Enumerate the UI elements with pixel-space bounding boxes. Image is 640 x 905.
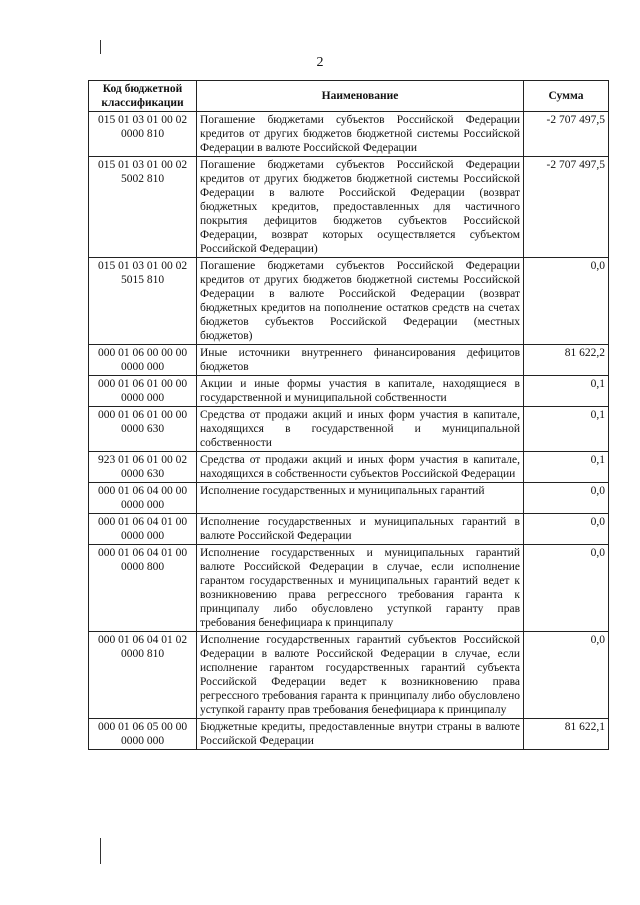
header-sum: Сумма [524,81,609,112]
table-row [89,632,609,719]
name-cell: Бюджетные кредиты, предоставленные внутри страны в валюте Российской Федерации [197,719,524,750]
sum-cell: 0,0 [524,632,609,719]
name-cell: Исполнение государственных и муниципальных гарантий валюте Российской Федерации в случае, если исполнение гарантом государственных и муниципальных гарантий ведет к возникновению права регрессного требования гаранта к принципалу либо обусловлено уступкой гаранту прав требования бенефициара к принципалу [197,545,524,632]
table-row [89,157,609,258]
sum-cell: 0,1 [524,407,609,452]
code-cell: 000 01 06 04 01 00 0000 800 [89,545,197,632]
table-row [89,376,609,407]
code-cell: 000 01 06 04 00 00 0000 000 [89,483,197,514]
code-cell: 000 01 06 05 00 00 0000 000 [89,719,197,750]
name-cell: Исполнение государственных и муниципальных гарантий в валюте Российской Федерации [197,514,524,545]
sum-cell: 0,0 [524,514,609,545]
name-cell: Средства от продажи акций и иных форм участия в капитале, находящихся в собственности субъектов Российской Федерации [197,452,524,483]
code-cell: 000 01 06 04 01 00 0000 000 [89,514,197,545]
name-cell: Иные источники внутреннего финансирования дефицитов бюджетов [197,345,524,376]
name-cell: Погашение бюджетами субъектов Российской Федерации кредитов от других бюджетов бюджетной системы Российской Федерации в валюте Российской Федерации [197,112,524,157]
table-row [89,514,609,545]
sum-cell: 0,1 [524,452,609,483]
code-cell: 015 01 03 01 00 02 5002 810 [89,157,197,258]
name-cell: Акции и иные формы участия в капитале, находящиеся в государственной и муниципальной собственности [197,376,524,407]
budget-table [88,80,609,750]
name-cell: Исполнение государственных гарантий субъектов Российской Федерации в валюте Российской Федерации в случае, если исполнение гарантом государственных гарантий субъекта Российской Федерации ведет к возникновению права регрессного требования гаранта к принципалу либо обусловлено уступкой гаранту прав требования бенефициара к принципалу [197,632,524,719]
left-margin-mark-bottom [100,838,101,864]
table-row [89,719,609,750]
name-cell: Исполнение государственных и муниципальных гарантий [197,483,524,514]
sum-cell: 81 622,2 [524,345,609,376]
sum-cell: -2 707 497,5 [524,112,609,157]
code-cell: 000 01 06 01 00 00 0000 630 [89,407,197,452]
sum-cell: 0,1 [524,376,609,407]
sum-cell: 0,0 [524,545,609,632]
code-cell: 923 01 06 01 00 02 0000 630 [89,452,197,483]
left-margin-mark-top [100,40,101,54]
table-row [89,452,609,483]
code-cell: 000 01 06 04 01 02 0000 810 [89,632,197,719]
page-number: 2 [316,55,324,70]
sum-cell: 0,0 [524,258,609,345]
table-row [89,407,609,452]
table-header-row [89,81,609,112]
name-cell: Средства от продажи акций и иных форм участия в капитале, находящихся в государственной и муниципальной собственности [197,407,524,452]
code-cell: 000 01 06 00 00 00 0000 000 [89,345,197,376]
table-row [89,112,609,157]
code-cell: 000 01 06 01 00 00 0000 000 [89,376,197,407]
sum-cell: 0,0 [524,483,609,514]
table-row [89,258,609,345]
table-body [89,112,609,750]
header-code: Код бюджетной классификации [89,81,197,112]
table-row [89,345,609,376]
code-cell: 015 01 03 01 00 02 5015 810 [89,258,197,345]
code-cell: 015 01 03 01 00 02 0000 810 [89,112,197,157]
sum-cell: 81 622,1 [524,719,609,750]
name-cell: Погашение бюджетами субъектов Российской Федерации кредитов от других бюджетов бюджетной системы Российской Федерации в валюте Российской Федерации (возврат бюджетных кредитов на пополнение остатков средств на счетах бюджетов субъектов Российской Федерации (местных бюджетов) [197,258,524,345]
table-row [89,483,609,514]
name-cell: Погашение бюджетами субъектов Российской Федерации кредитов от других бюджетов бюджетной системы Российской Федерации в валюте Российской Федерации (возврат бюджетных кредитов, предоставленных для частичного покрытия дефицитов бюджетов субъектов Российской Федерации, возврат которых осуществляется субъектом Российской Федерации) [197,157,524,258]
header-name: Наименование [197,81,524,112]
sum-cell: -2 707 497,5 [524,157,609,258]
table-row [89,545,609,632]
